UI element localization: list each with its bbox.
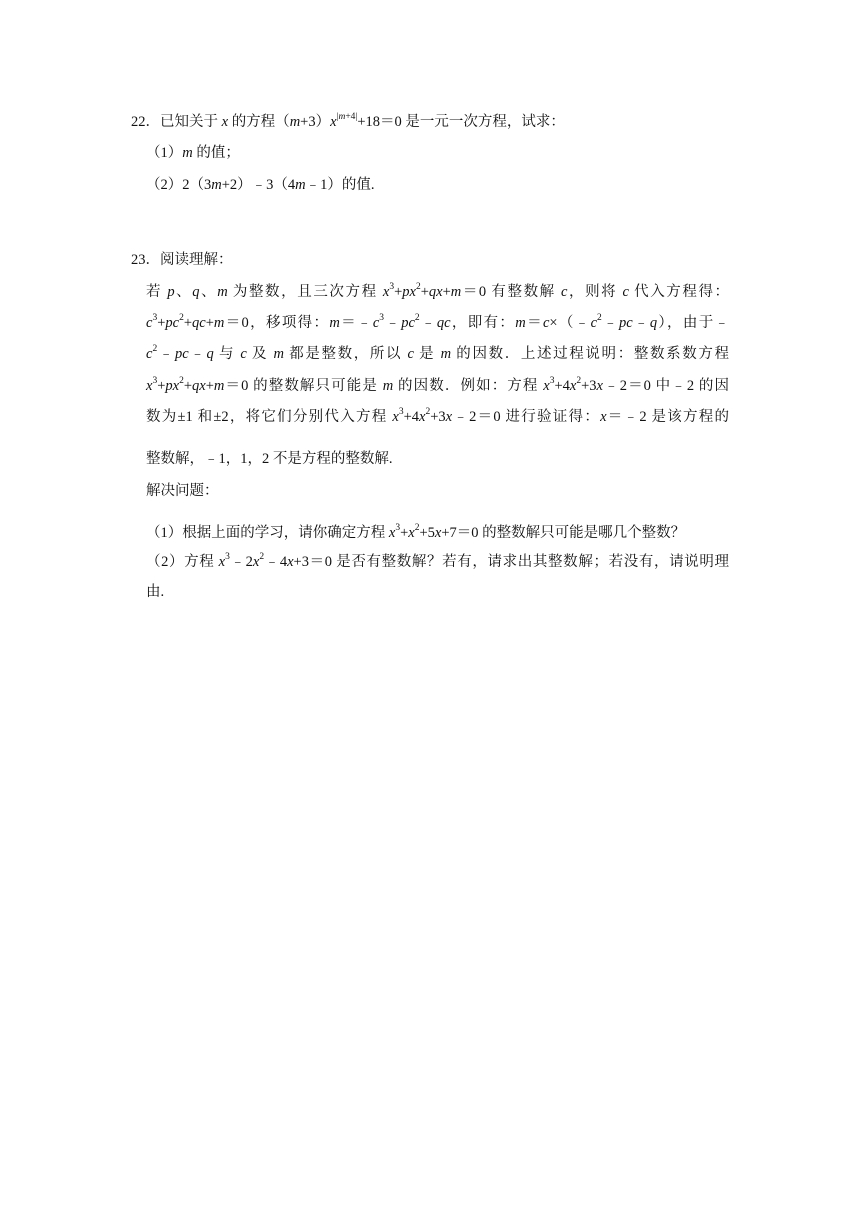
q22-line-1: 22．已知关于 x 的方程$(m+3)x^{|m+4|}+18=0$ 是一元一次方程，试求： [131,112,565,130]
q23-number: 23． [131,252,160,268]
q22-number: 22． [131,114,160,130]
q23-reading-line-5: 数为±1 和±2，将它们分别代入方程 $x^3+4x^2+3x﹣2=0$ 进行验证得：x＝﹣2 是该方程的 [146,407,730,425]
q22-part-2: （2）2（3m+2）﹣3（4m﹣1）的值. [146,177,375,193]
q23-part-2: （2）方程 $x^3﹣2x^2﹣4x+3=0$ 是否有整数解？若有，请求出其整数解；若没有，请说明理 [146,552,729,570]
q23-title: 阅读理解： [160,252,233,268]
exponent: |m+4| [336,112,358,123]
q23-solve-heading: 解决问题： [146,483,219,499]
q23-part-2-continuation: 由. [146,584,165,600]
q23-reading-line-3: $c^2﹣pc﹣q$ 与 c 及 m 都是整数，所以 c 是 m 的因数．上述过程说明：整数系数方程 [146,344,730,362]
q23-line-1 [131,250,233,270]
q23-reading-line-1: 若 p、q、m 为整数，且三次方程 $x^3+px^2+qx+m=0$ 有整数解 c，则将 c 代入方程得： [146,282,730,300]
q23-reading-line-6: 整数解，﹣1，1，2 不是方程的整数解. [146,451,393,467]
q23-part-1: （1）根据上面的学习，请你确定方程 $x^3+x^2+5x+7=0$ 的整数解只可能是哪几个整数？ [146,523,686,541]
q23-reading-line-2: $c^3+pc^2+qc+m=0$，移项得：$m=﹣c^3﹣pc^2﹣qc$，即有：$m=c\times(﹣c^2﹣pc﹣q)$，由于﹣ [146,313,730,331]
q22-part-1: （1）m 的值； [146,145,240,161]
q23-reading-line-4: $x^3+px^2+qx+m=0$ 的整数解只可能是 m 的因数．例如：方程 $x^3+4x^2+3x﹣2=0$ 中﹣2 的因 [146,376,730,394]
